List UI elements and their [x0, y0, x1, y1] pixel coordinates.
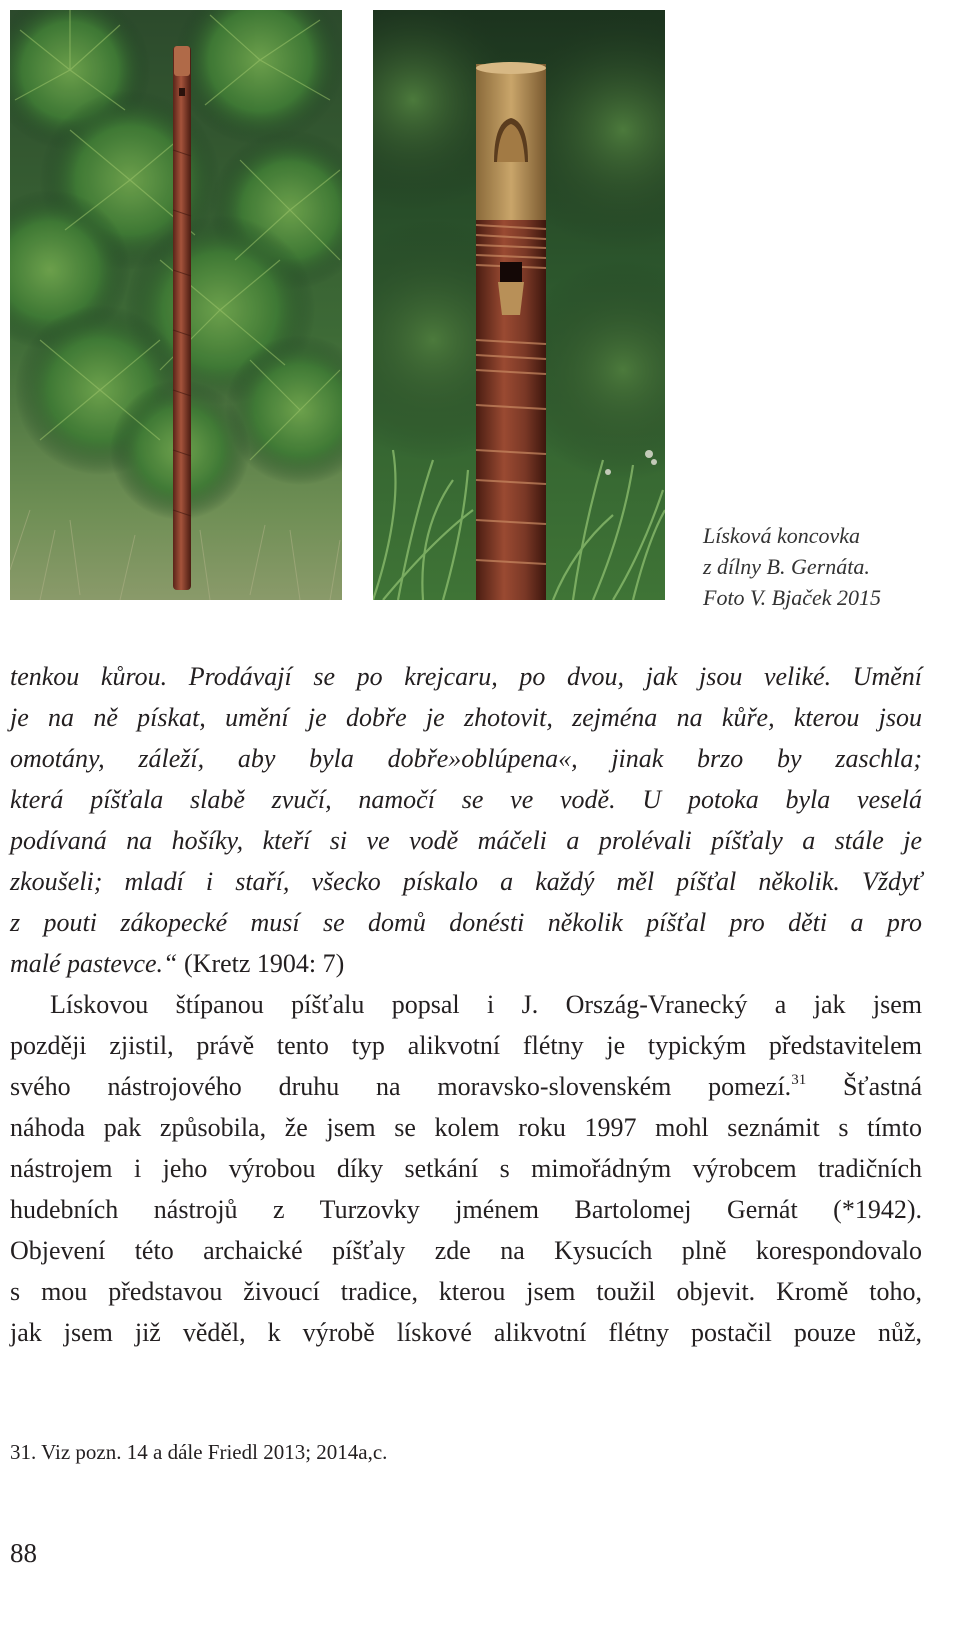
body-line: s mou představou živoucí tradice, kterou jsem toužil objevit. Kromě toho, — [10, 1277, 922, 1306]
caption-line: Lísková koncovka — [703, 523, 860, 548]
flute-closeup-image — [373, 10, 665, 600]
body-text — [10, 656, 922, 1353]
caption-line: Foto V. Bjaček 2015 — [703, 585, 881, 610]
citation: (Kretz 1904: 7) — [177, 949, 345, 978]
body-line: zkoušeli; mladí i staří, všecko pískalo a každý měl píšťal několik. Vždyť — [10, 867, 922, 896]
body-line: náhoda pak způsobila, že jsem se kolem roku 1997 mohl seznámit s tímto — [10, 1113, 922, 1142]
flute-photo-closeup — [373, 10, 665, 600]
body-line: Lískovou štípanou píšťalu popsal i J. Ország-Vranecký a jak jsem — [50, 990, 922, 1019]
body-line-text: Šťastná — [806, 1072, 922, 1101]
body-line — [10, 1066, 922, 1107]
footnote: 31. Viz pozn. 14 a dále Friedl 2013; 2014a,c. — [10, 1440, 388, 1464]
footnote-ref[interactable]: 31 — [791, 1072, 807, 1088]
body-line: tenkou kůrou. Prodávají se po krejcaru, po dvou, jak jsou veliké. Umění — [10, 662, 922, 691]
body-line: nástrojem i jeho výrobou díky setkání s mimořádným výrobcem tradičních — [10, 1154, 922, 1183]
body-line: z pouti zákopecké musí se domů donésti několik píšťal pro děti a pro — [10, 908, 922, 937]
body-line: která píšťala slabě zvučí, namočí se ve vodě. U potoka byla veselá — [10, 785, 922, 814]
body-line: podívaná na hošíky, kteří si ve vodě máčeli a prolévali píšťaly a stále je — [10, 826, 922, 855]
caption-line: z dílny B. Gernáta. — [703, 554, 870, 579]
body-line: později zjistil, právě tento typ alikvotní flétny je typickým představitelem — [10, 1031, 922, 1060]
page-number: 88 — [10, 1538, 37, 1568]
body-line: omotány, záleží, aby byla dobře»oblúpena«, jinak brzo by zaschla; — [10, 744, 922, 773]
body-line: je na ně pískat, umění je dobře je zhotovit, zejména na kůře, kterou jsou — [10, 703, 922, 732]
body-line: jak jsem již věděl, k výrobě lískové alikvotní flétny postačil pouze nůž, — [10, 1318, 922, 1347]
body-line: hudebních nástrojů z Turzovky jménem Bartolomej Gernát (*1942). — [10, 1195, 922, 1224]
body-line: Objevení této archaické píšťaly zde na Kysucích plně korespondovalo — [10, 1236, 922, 1265]
flute-full-image — [10, 10, 342, 600]
quote-end: malé pastevce.“ — [10, 949, 178, 978]
body-line — [10, 943, 922, 984]
flute-photo-full — [10, 10, 342, 600]
photo-caption — [703, 520, 948, 613]
body-line-text: svého nástrojového druhu na moravsko-slovenském pomezí. — [10, 1072, 792, 1101]
